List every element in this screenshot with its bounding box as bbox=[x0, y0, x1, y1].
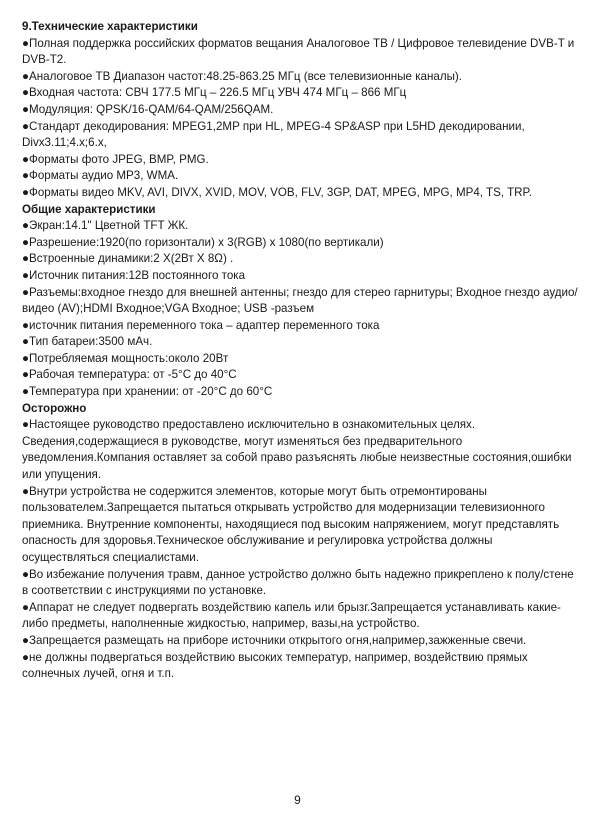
general-item: ●Потребляемая мощность:около 20Вт bbox=[22, 351, 229, 365]
page-content bbox=[22, 19, 578, 683]
caution-item: ●Аппарат не следует подвергать воздействию капель или брызг.Запрещается устанавливать какие-либо предметы, наполненные жидкостью, например, вазы,на устройство. bbox=[22, 600, 561, 631]
general-item: ●Температура при хранении: от -20°C до 60°C bbox=[22, 385, 273, 399]
section-heading-caution: Осторожно bbox=[22, 401, 87, 415]
spec-item: ●Аналоговое ТВ Диапазон частот:48.25-863.25 МГц (все телевизионные каналы). bbox=[22, 69, 463, 83]
general-item: ●Рабочая температура: от -5°C до 40°C bbox=[22, 368, 237, 382]
spec-item: ●Форматы фото JPEG, BMP, PMG. bbox=[22, 152, 209, 166]
page-number: 9 bbox=[294, 793, 301, 807]
spec-item: ●Форматы видео MKV, AVI, DIVX, XVID, MOV, VOB, FLV, 3GP, DAT, MPEG, MPG, MP4, TS, TRP. bbox=[22, 185, 532, 199]
spec-item: ●Модуляция: QPSK/16-QAM/64-QAM/256QAM. bbox=[22, 102, 274, 116]
general-item: ●Источник питания:12В постоянного тока bbox=[22, 268, 246, 282]
section-heading-specs: 9.Технические характеристики bbox=[22, 20, 198, 33]
caution-item: ●не должны подвергаться воздействию высоких температур, например, воздействию прямых солнечных лучей, огня и т.п. bbox=[22, 650, 528, 681]
general-item: ●Разрешение:1920(по горизонтали) x 3(RGB) x 1080(по вертикали) bbox=[22, 235, 384, 249]
caution-item: ●Настоящее руководство предоставлено исключительно в ознакомительных целях. Сведения,содержащиеся в руководстве, могут изменяться без предварительного уведомления.Компания оставляет за собой право разъяснять любые неизвестные состояния,ошибки или упущения. bbox=[22, 418, 572, 482]
spec-item: ●Полная поддержка российских форматов вещания Аналоговое ТВ / Цифровое телевидение DVB-T и DVB-T2. bbox=[22, 36, 575, 67]
general-item: ●Тип батареи:3500 мАч. bbox=[22, 335, 153, 349]
general-item: ●источник питания переменного тока – адаптер переменного тока bbox=[22, 318, 380, 332]
spec-item: ●Форматы аудио MP3, WMA. bbox=[22, 169, 179, 183]
general-item: ●Встроенные динамики:2 X(2Вт X 8Ω) . bbox=[22, 252, 234, 266]
caution-item: ●Внутри устройства не содержится элементов, которые могут быть отремонтированы пользователем.Запрещается пытаться открывать устройство для модернизации телевизионного приемника. Внутренние компоненты, находящиеся под высоким напряжением, могут представлять опасность для здоровья.Техническое обслуживание и регулировка устройства должны осуществляться специалистами. bbox=[22, 484, 560, 564]
spec-item: ●Входная частота: СВЧ 177.5 МГц – 226.5 МГц УВЧ 474 МГц – 866 МГц bbox=[22, 86, 407, 100]
general-item: ●Разъемы:входное гнездо для внешней антенны; гнездо для стерео гарнитуры; Входное гнездо аудио/видео (AV);HDMI Входное;VGA Входное; USB -разъем bbox=[22, 285, 578, 316]
caution-item: ●Во избежание получения травм, данное устройство должно быть надежно прикреплено к полу/стене в соответствии с инструкциями по установке. bbox=[22, 567, 574, 598]
caution-item: ●Запрещается размещать на приборе источники открытого огня,например,зажженные свечи. bbox=[22, 633, 527, 647]
spec-item: ●Стандарт декодирования: MPEG1,2MP при HL, MPEG-4 SP&ASP при L5HD декодировании, Divx3.11;4.x;6.x, bbox=[22, 119, 525, 150]
section-heading-general: Общие характеристики bbox=[22, 202, 156, 216]
general-item: ●Экран:14.1" Цветной TFT ЖК. bbox=[22, 219, 189, 233]
